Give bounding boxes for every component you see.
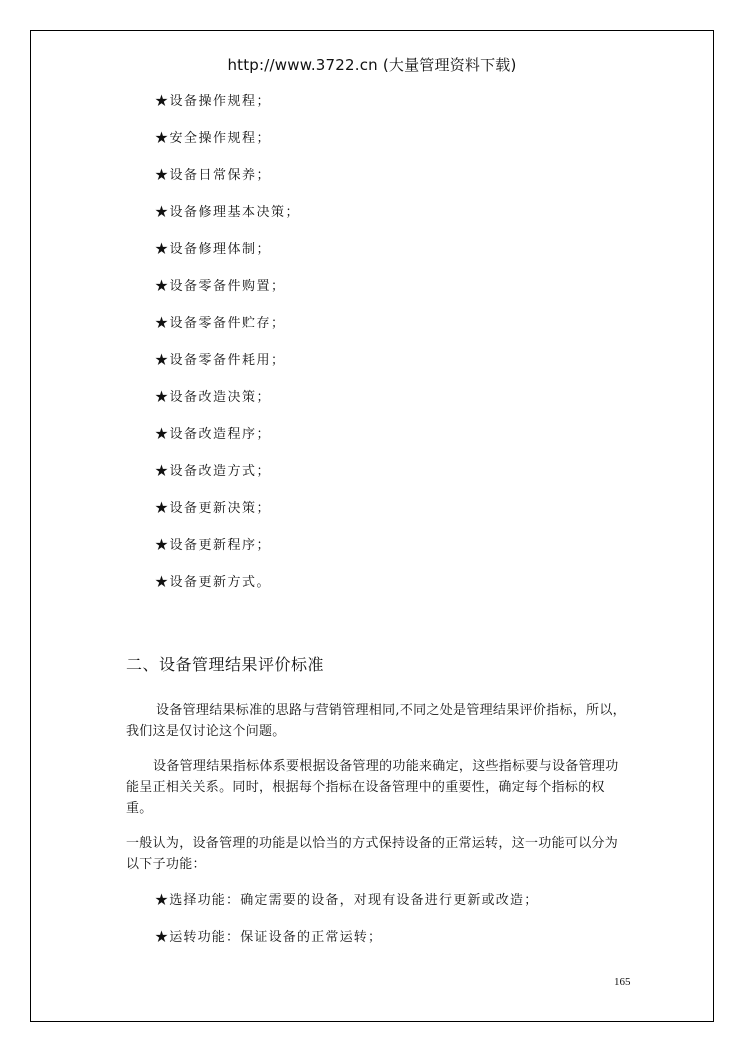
page-number: 165	[614, 976, 631, 988]
function-list	[155, 926, 382, 945]
paragraph: 设备管理结果标准的思路与营销管理相同,不同之处是管理结果评价指标，所以，我们这是仅讨论这个问题。	[126, 703, 626, 739]
page-header: http://www.3722.cn (大量管理资料下载)	[227, 56, 517, 74]
list-item: ★设备改造决策；	[155, 390, 272, 405]
list-item: ★设备更新决策；	[155, 501, 272, 516]
list-item: ★设备操作规程；	[155, 94, 272, 109]
list-item: ★设备零备件耗用；	[155, 353, 286, 368]
list-item: ★设备改造程序；	[155, 427, 272, 442]
list-item: ★设备修理基本决策；	[155, 205, 301, 220]
paragraph: 设备管理结果指标体系要根据设备管理的功能来确定，这些指标要与设备管理功能呈正相关关系。同时，根据每个指标在设备管理中的重要性，确定每个指标的权重。	[126, 759, 619, 816]
list-item: ★设备改造方式；	[155, 464, 272, 479]
list-item: ★设备零备件购置；	[155, 279, 286, 294]
list-item: ★运转功能：保证设备的正常运转；	[155, 930, 383, 945]
section-title: 二、设备管理结果评价标准	[126, 655, 325, 674]
list-item: ★设备更新程序；	[155, 538, 272, 553]
list-item: ★设备零备件贮存；	[155, 316, 286, 331]
list-item: ★设备修理体制；	[155, 242, 272, 257]
list-item: ★选择功能：确定需要的设备，对现有设备进行更新或改造；	[155, 893, 539, 908]
equipment-list	[155, 92, 300, 610]
list-item: ★安全操作规程；	[155, 131, 272, 146]
function-list	[155, 889, 538, 908]
paragraph: 一般认为，设备管理的功能是以恰当的方式保持设备的正常运转，这一功能可以分为以下子功能：	[126, 836, 619, 872]
list-item: ★设备更新方式。	[155, 575, 272, 590]
list-item: ★设备日常保养；	[155, 168, 272, 183]
